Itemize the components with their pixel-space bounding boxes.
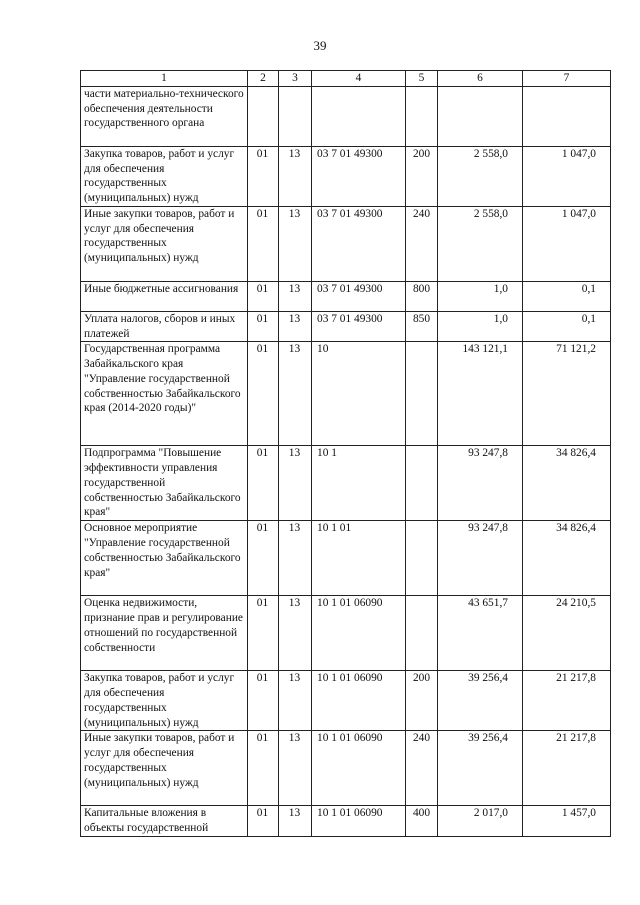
target-article-cell: 10 bbox=[312, 342, 406, 446]
amount-cell-6 bbox=[438, 87, 523, 147]
expense-type-cell: 200 bbox=[406, 671, 438, 731]
expense-type-cell bbox=[406, 446, 438, 521]
column-header: 7 bbox=[523, 71, 611, 87]
amount-cell-6: 39 256,4 bbox=[438, 671, 523, 731]
expense-type-cell bbox=[406, 87, 438, 147]
target-article-cell bbox=[312, 87, 406, 147]
amount-cell-7: 0,1 bbox=[523, 312, 611, 342]
target-article-cell: 03 7 01 49300 bbox=[312, 147, 406, 207]
table-row bbox=[81, 596, 611, 671]
expense-type-cell: 800 bbox=[406, 282, 438, 312]
amount-cell-6: 93 247,8 bbox=[438, 446, 523, 521]
section-cell: 01 bbox=[248, 521, 279, 596]
item-name-cell: Закупка товаров, работ и услуг для обеспечения государственных (муниципальных) нужд bbox=[81, 147, 248, 207]
column-header: 1 bbox=[81, 71, 248, 87]
column-header: 6 bbox=[438, 71, 523, 87]
table-row bbox=[81, 87, 611, 147]
target-article-cell: 03 7 01 49300 bbox=[312, 312, 406, 342]
section-cell: 01 bbox=[248, 806, 279, 837]
amount-cell-6: 2 558,0 bbox=[438, 147, 523, 207]
table-row bbox=[81, 282, 611, 312]
table-row bbox=[81, 147, 611, 207]
section-cell: 01 bbox=[248, 731, 279, 806]
table-row bbox=[81, 806, 611, 837]
subsection-cell: 13 bbox=[279, 521, 312, 596]
amount-cell-6: 2 017,0 bbox=[438, 806, 523, 837]
amount-cell-7: 1 047,0 bbox=[523, 207, 611, 282]
item-name-cell: Иные закупки товаров, работ и услуг для обеспечения государственных (муниципальных) нужд bbox=[81, 731, 248, 806]
table-row bbox=[81, 312, 611, 342]
amount-cell-6: 39 256,4 bbox=[438, 731, 523, 806]
subsection-cell: 13 bbox=[279, 806, 312, 837]
section-cell: 01 bbox=[248, 147, 279, 207]
amount-cell-7: 21 217,8 bbox=[523, 671, 611, 731]
table-row bbox=[81, 731, 611, 806]
amount-cell-7: 1 457,0 bbox=[523, 806, 611, 837]
table-row bbox=[81, 671, 611, 731]
amount-cell-7: 71 121,2 bbox=[523, 342, 611, 446]
subsection-cell: 13 bbox=[279, 312, 312, 342]
column-header: 5 bbox=[406, 71, 438, 87]
target-article-cell: 03 7 01 49300 bbox=[312, 207, 406, 282]
column-header: 3 bbox=[279, 71, 312, 87]
target-article-cell: 10 1 01 bbox=[312, 521, 406, 596]
item-name-cell: части материально-технического обеспечения деятельности государственного органа bbox=[81, 87, 248, 147]
item-name-cell: Государственная программа Забайкальского края "Управление государственной собственностью Забайкальского края (2014-2020 годы)" bbox=[81, 342, 248, 446]
expense-type-cell: 240 bbox=[406, 207, 438, 282]
amount-cell-6: 2 558,0 bbox=[438, 207, 523, 282]
amount-cell-7: 34 826,4 bbox=[523, 446, 611, 521]
expense-type-cell: 240 bbox=[406, 731, 438, 806]
amount-cell-7: 1 047,0 bbox=[523, 147, 611, 207]
item-name-cell: Оценка недвижимости, признание прав и регулирование отношений по государственной собственности bbox=[81, 596, 248, 671]
item-name-cell: Иные бюджетные ассигнования bbox=[81, 282, 248, 312]
target-article-cell: 10 1 01 06090 bbox=[312, 596, 406, 671]
section-cell: 01 bbox=[248, 342, 279, 446]
section-cell: 01 bbox=[248, 312, 279, 342]
column-header: 2 bbox=[248, 71, 279, 87]
section-cell: 01 bbox=[248, 671, 279, 731]
section-cell: 01 bbox=[248, 207, 279, 282]
item-name-cell: Уплата налогов, сборов и иных платежей bbox=[81, 312, 248, 342]
item-name-cell: Капитальные вложения в объекты государственной bbox=[81, 806, 248, 837]
column-header: 4 bbox=[312, 71, 406, 87]
target-article-cell: 10 1 01 06090 bbox=[312, 731, 406, 806]
subsection-cell: 13 bbox=[279, 147, 312, 207]
amount-cell-7: 0,1 bbox=[523, 282, 611, 312]
amount-cell-6: 1,0 bbox=[438, 282, 523, 312]
expense-type-cell: 400 bbox=[406, 806, 438, 837]
expense-type-cell bbox=[406, 342, 438, 446]
page-number: 39 bbox=[313, 38, 327, 53]
section-cell bbox=[248, 87, 279, 147]
target-article-cell: 10 1 01 06090 bbox=[312, 806, 406, 837]
section-cell: 01 bbox=[248, 282, 279, 312]
subsection-cell: 13 bbox=[279, 596, 312, 671]
subsection-cell: 13 bbox=[279, 671, 312, 731]
amount-cell-6: 1,0 bbox=[438, 312, 523, 342]
amount-cell-6: 93 247,8 bbox=[438, 521, 523, 596]
table-row bbox=[81, 446, 611, 521]
amount-cell-7: 21 217,8 bbox=[523, 731, 611, 806]
amount-cell-7: 34 826,4 bbox=[523, 521, 611, 596]
budget-table bbox=[80, 70, 611, 837]
expense-type-cell bbox=[406, 521, 438, 596]
subsection-cell: 13 bbox=[279, 446, 312, 521]
table-row bbox=[81, 521, 611, 596]
target-article-cell: 10 1 bbox=[312, 446, 406, 521]
table-header-row bbox=[81, 71, 611, 87]
amount-cell-7 bbox=[523, 87, 611, 147]
expense-type-cell: 200 bbox=[406, 147, 438, 207]
table-row bbox=[81, 342, 611, 446]
amount-cell-6: 143 121,1 bbox=[438, 342, 523, 446]
target-article-cell: 03 7 01 49300 bbox=[312, 282, 406, 312]
subsection-cell: 13 bbox=[279, 282, 312, 312]
amount-cell-6: 43 651,7 bbox=[438, 596, 523, 671]
subsection-cell: 13 bbox=[279, 342, 312, 446]
subsection-cell: 13 bbox=[279, 731, 312, 806]
amount-cell-7: 24 210,5 bbox=[523, 596, 611, 671]
item-name-cell: Иные закупки товаров, работ и услуг для обеспечения государственных (муниципальных) нужд bbox=[81, 207, 248, 282]
subsection-cell bbox=[279, 87, 312, 147]
section-cell: 01 bbox=[248, 596, 279, 671]
item-name-cell: Основное мероприятие "Управление государственной собственностью Забайкальского края" bbox=[81, 521, 248, 596]
expense-type-cell bbox=[406, 596, 438, 671]
item-name-cell: Подпрограмма "Повышение эффективности управления государственной собственностью Забайкальского края" bbox=[81, 446, 248, 521]
target-article-cell: 10 1 01 06090 bbox=[312, 671, 406, 731]
expense-type-cell: 850 bbox=[406, 312, 438, 342]
section-cell: 01 bbox=[248, 446, 279, 521]
item-name-cell: Закупка товаров, работ и услуг для обеспечения государственных (муниципальных) нужд bbox=[81, 671, 248, 731]
table-row bbox=[81, 207, 611, 282]
subsection-cell: 13 bbox=[279, 207, 312, 282]
